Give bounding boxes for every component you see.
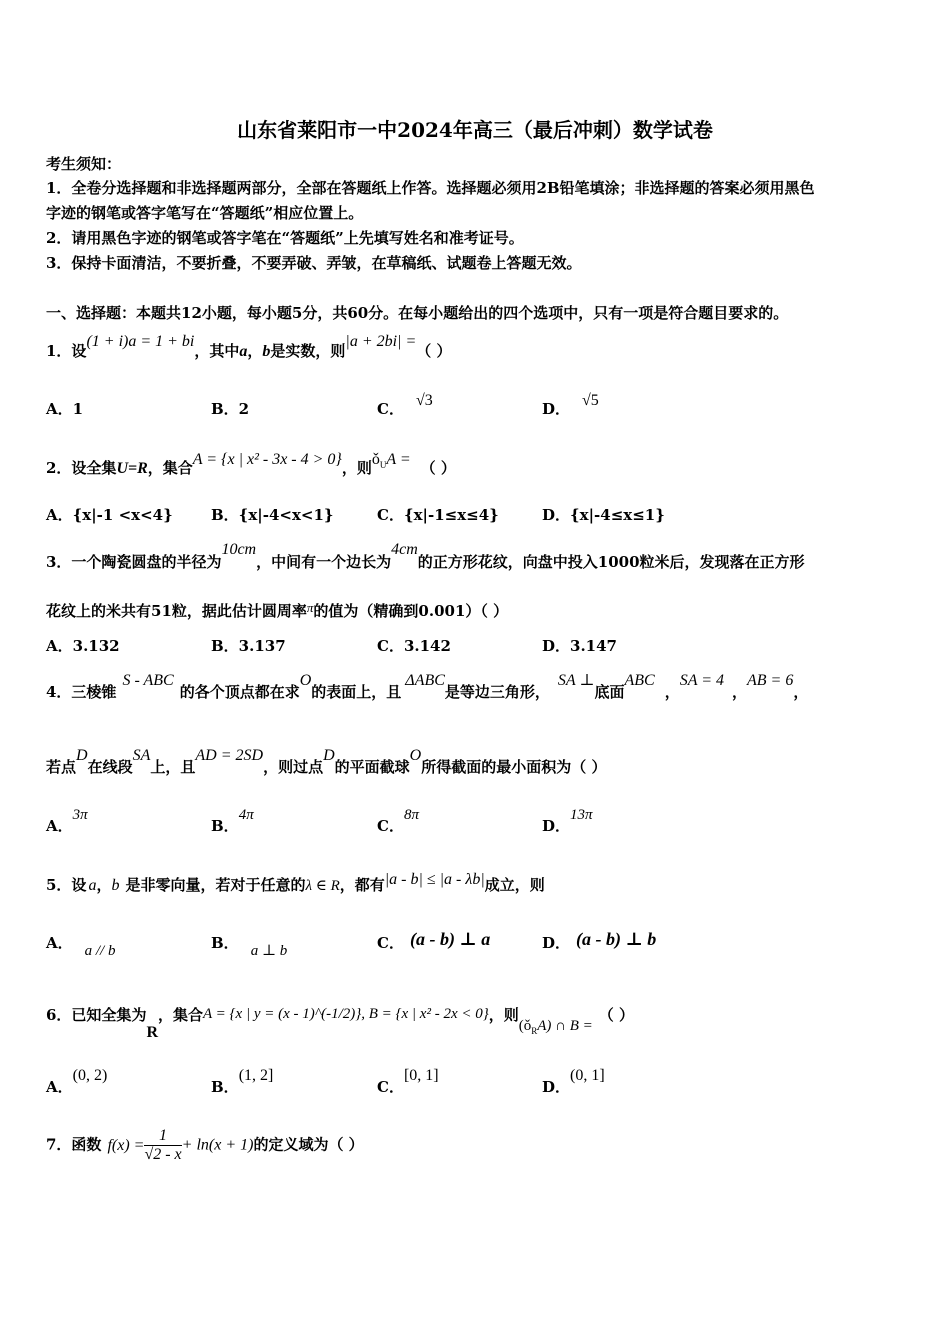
- q4-text: 的平面截球: [334, 758, 410, 776]
- q4-base: ABC: [624, 672, 655, 689]
- q4-option-d-label: D．: [542, 817, 571, 835]
- q4-triangle: ΔABC: [405, 672, 445, 689]
- q5-option-a: [46, 932, 116, 959]
- q3-text: 花纹上的米共有51粒，据此估计圆周率: [46, 602, 307, 620]
- q6-option-b-label: B．: [211, 1078, 239, 1096]
- q1-option-b: B．2: [211, 400, 250, 418]
- q6-universe: R: [146, 1024, 159, 1041]
- q5-text: 是非零向量，若对于任意的: [125, 876, 306, 894]
- q4-sa: SA = 4: [679, 672, 724, 689]
- q5-text: ，都有: [339, 876, 385, 894]
- q6-option-c-math: [0, 1]: [403, 1067, 439, 1084]
- q6-option-a: [46, 1067, 108, 1097]
- question-4: [46, 672, 809, 702]
- q5-option-b-math: a ⊥ b: [250, 943, 288, 959]
- q4-point-d: D: [323, 747, 335, 764]
- q7-text: 7．函数: [46, 1135, 102, 1154]
- q2-complement-symbol: ǒ: [371, 451, 380, 468]
- q6-option-b: [211, 1067, 274, 1097]
- question-3-cont: [46, 600, 508, 621]
- q6-option-d-label: D．: [542, 1078, 571, 1096]
- question-1: [46, 333, 452, 361]
- q7-log-term: + ln(x + 1): [181, 1136, 254, 1154]
- q4-text: 若点: [46, 758, 77, 776]
- q1-option-d: [542, 392, 599, 419]
- q1-text: 是实数，则: [270, 342, 346, 360]
- q1-option-d-label: D．: [542, 400, 571, 418]
- q4-option-b-label: B．: [211, 817, 239, 835]
- q2-text: ，则: [341, 459, 372, 477]
- q6-option-b-math: (1, 2]: [238, 1067, 274, 1084]
- q2-complement-rest: A =: [386, 451, 411, 468]
- q2-text: ，集合: [147, 459, 193, 477]
- notice-heading: 考生须知：: [46, 155, 122, 173]
- q4-comma: ，: [664, 683, 680, 701]
- q6-text: ，集合: [158, 1006, 204, 1024]
- q2-complement: [371, 451, 411, 471]
- q4-option-d-math: 13π: [570, 807, 593, 823]
- q1-option-c-math: √3: [415, 392, 433, 409]
- question-2: [46, 451, 456, 479]
- q1-text: 1．设: [46, 342, 87, 360]
- q4-text: ，则过点: [263, 758, 324, 776]
- q2-formula: A = {x | x² - 3x - 4 > 0}: [192, 451, 342, 468]
- q4-sphere: O: [409, 747, 422, 764]
- q3-text: ，中间有一个边长为: [256, 553, 392, 571]
- q4-comma: ，: [731, 683, 747, 701]
- q4-option-a-math: 3π: [72, 807, 88, 823]
- page-title: 山东省莱阳市一中2024年高三（最后冲刺）数学试卷: [237, 118, 713, 142]
- question-4-cont: [46, 747, 607, 777]
- q6-option-d: [542, 1067, 605, 1097]
- q6-option-c: [377, 1067, 439, 1097]
- q1-option-c-label: C．: [377, 400, 404, 418]
- q6-paren: （ ）: [598, 1006, 635, 1024]
- q2-complement-sub: U: [379, 460, 387, 471]
- q1-formula: (1 + i)a = 1 + bi: [86, 333, 195, 350]
- q2-option-d: D．{x|-4≤x≤1}: [542, 506, 665, 524]
- q5-vector-a: a: [88, 877, 97, 894]
- q4-comma: ，: [793, 683, 809, 701]
- q6-option-a-label: A．: [46, 1078, 73, 1096]
- q4-option-a: [46, 807, 88, 836]
- q6-complement-symbol: (ǒ: [518, 1018, 532, 1034]
- q4-pyramid: S - ABC: [122, 672, 174, 689]
- section-heading: 一、选择题：本题共12小题，每小题5分，共60分。在每小题给出的四个选项中，只有一项是符合题目要求的。: [46, 304, 789, 322]
- q3-option-c: C．3.142: [377, 637, 451, 655]
- q7-numerator: 1: [144, 1127, 181, 1146]
- q1-var-b: b: [262, 343, 271, 360]
- q6-option-a-math: (0, 2): [72, 1067, 108, 1084]
- notice-item-1: 1．全卷分选择题和非选择题两部分，全部在答题纸上作答。选择题必须用2B铅笔填涂；非选择题的答案必须用黑色: [46, 179, 815, 197]
- q4-option-d: [542, 807, 593, 836]
- q4-perp: SA ⊥: [557, 672, 595, 689]
- q6-option-d-math: (0, 1]: [570, 1067, 605, 1084]
- q5-option-b: [211, 932, 288, 959]
- q4-option-c-math: 8π: [403, 807, 419, 823]
- q6-text: 6．已知全集为: [46, 1006, 147, 1024]
- q6-option-c-label: C．: [377, 1078, 404, 1096]
- q6-complement: [519, 1018, 593, 1034]
- q5-option-c-math: (a - b) ⊥ a: [409, 929, 491, 949]
- q4-text: 的各个顶点都在求: [179, 683, 300, 701]
- q3-radius: 10cm: [221, 541, 257, 558]
- q3-text: 的值为（精确到0.001）（ ）: [313, 602, 509, 620]
- question-6: [46, 1004, 635, 1041]
- q5-option-c: [377, 929, 491, 953]
- q5-comma: ，: [96, 876, 112, 894]
- q3-pi: π: [306, 600, 314, 615]
- q3-text: 3．一个陶瓷圆盘的半径为: [46, 553, 222, 571]
- q1-option-d-math: √5: [582, 392, 599, 409]
- q5-option-d-label: D．: [542, 934, 571, 952]
- q4-point-d: D: [76, 747, 88, 764]
- q3-side: 4cm: [391, 541, 418, 558]
- q4-sphere: O: [299, 672, 312, 689]
- q3-option-a: A．3.132: [46, 637, 120, 655]
- q2-option-a: A．{x|-1 <x<4}: [46, 506, 173, 524]
- q3-option-b: B．3.137: [211, 637, 286, 655]
- q3-text: 的正方形花纹，向盘中投入1000粒米后，发现落在正方形: [417, 553, 805, 571]
- q1-option-c: [377, 392, 433, 419]
- q6-complement-rest: A) ∩ B =: [537, 1018, 593, 1034]
- q4-text: 的表面上，且: [311, 683, 402, 701]
- q2-option-c: C．{x|-1≤x≤4}: [377, 506, 499, 524]
- q4-segment: SA: [132, 747, 151, 764]
- q5-option-d-math: (a - b) ⊥ b: [576, 929, 657, 949]
- q4-ratio: AD = 2SD: [195, 747, 264, 764]
- q5-option-a-label: A．: [46, 934, 73, 952]
- q7-text: 的定义域为（ ）: [253, 1135, 364, 1154]
- q5-option-a-math: a // b: [84, 943, 116, 959]
- q1-option-a: A．1: [46, 400, 84, 418]
- q6-complement-sub: R: [531, 1026, 538, 1036]
- q4-option-b: [211, 807, 254, 836]
- q2-option-b: B．{x|-4<x<1}: [211, 506, 334, 524]
- q2-universe: U=R: [116, 460, 148, 477]
- q6-text: ，则: [488, 1006, 519, 1024]
- q4-option-c-label: C．: [377, 817, 404, 835]
- q2-text: 2．设全集: [46, 459, 117, 477]
- q4-text: 上，且: [150, 758, 196, 776]
- q5-text: 成立，则: [484, 876, 545, 894]
- q5-text: 5．设: [46, 876, 87, 894]
- q1-paren: （ ）: [416, 342, 452, 360]
- q4-option-c: [377, 807, 419, 836]
- q1-text: ，: [247, 342, 263, 360]
- notice-item-1-cont: 字迹的钢笔或答字笔写在“答题纸”相应位置上。: [46, 204, 364, 222]
- q4-text: 在线段: [87, 758, 133, 776]
- question-3: [46, 541, 805, 572]
- q3-option-d: D．3.147: [542, 637, 617, 655]
- notice-item-2: 2．请用黑色字迹的钢笔或答字笔在“答题纸”上先填写姓名和准考证号。: [46, 229, 524, 247]
- q2-paren: （ ）: [420, 459, 456, 477]
- q4-option-a-label: A．: [46, 817, 73, 835]
- question-5: [46, 871, 545, 895]
- q1-var-a: a: [239, 343, 248, 360]
- notice-item-3: 3．保持卡面清洁，不要折叠，不要弄破、弄皱，在草稿纸、试题卷上答题无效。: [46, 254, 582, 272]
- q4-text: 是等边三角形，: [444, 683, 550, 701]
- q5-option-b-label: B．: [211, 934, 239, 952]
- q7-denominator: √2 - x: [144, 1146, 182, 1163]
- q7-function: f(x) =: [107, 1136, 145, 1154]
- q1-text: ，其中: [194, 342, 240, 360]
- q5-vector-b: b: [111, 877, 120, 894]
- question-7: [46, 1127, 364, 1164]
- q4-text: 底面: [594, 683, 625, 701]
- q5-lambda: λ ∈ R: [305, 878, 340, 894]
- q4-ab: AB = 6: [747, 672, 794, 689]
- q6-sets: A = {x | y = (x - 1)^(-1/2)}, B = {x | x² - 2x < 0}: [203, 1006, 489, 1022]
- q4-text: 4．三棱锥: [46, 683, 117, 701]
- q5-option-c-label: C．: [377, 934, 404, 952]
- q5-inequality: |a - b| ≤ |a - λb|: [384, 871, 485, 888]
- q4-text: 所得截面的最小面积为（ ）: [421, 758, 607, 776]
- q4-option-b-math: 4π: [238, 807, 254, 823]
- q1-formula: |a + 2bi| =: [345, 333, 417, 350]
- q7-fraction: [144, 1127, 181, 1164]
- q5-option-d: [542, 929, 657, 953]
